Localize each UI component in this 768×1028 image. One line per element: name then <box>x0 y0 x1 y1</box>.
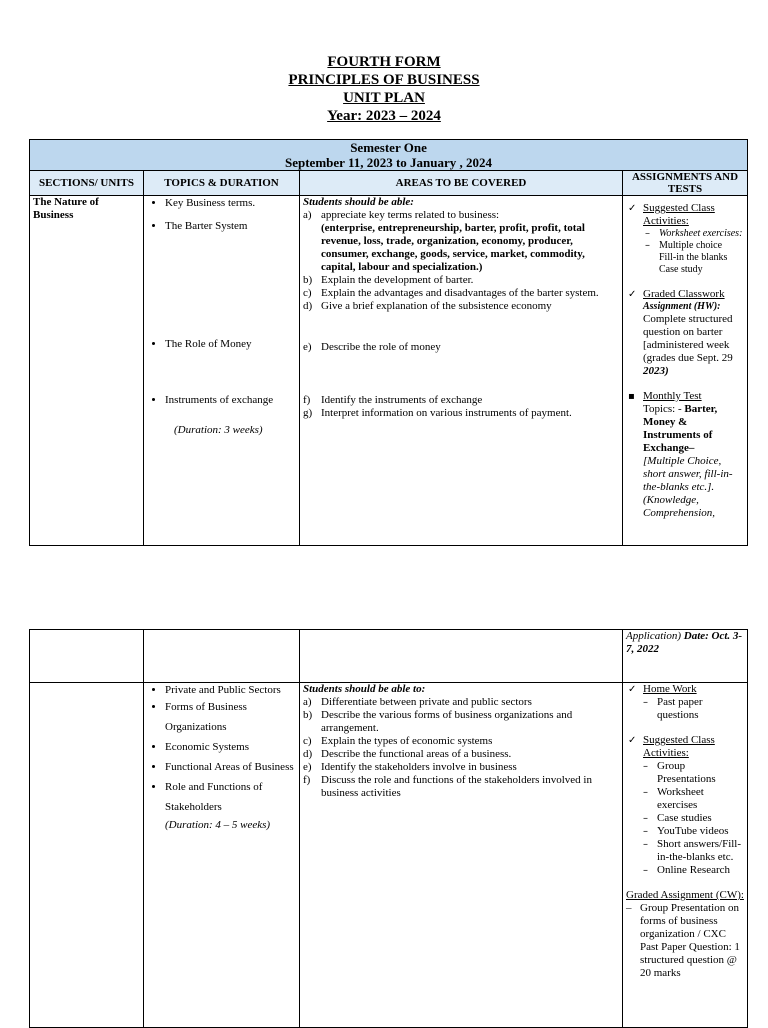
monthly-test: ▪ Monthly Test Topics: - Barter, Money & Instruments of Exchange– [Multiple Choice, short answer, fill-in-the-blanks etc.]. (Knowledge, Comprehension, <box>626 390 744 520</box>
objective-item: f) Discuss the role and functions of the stakeholders involved in business activities <box>303 774 592 799</box>
suggested-activities: ✓ Suggested Class Activities: – Group Presentations – Worksheet exercises – Case studies – YouTube videos – Short answers/Fill-in-the-blanks etc. – Online Research <box>626 734 744 877</box>
objective-item: g) Interpret information on various instruments of payment. <box>303 407 572 419</box>
objective-item: e) Describe the role of money <box>303 341 441 353</box>
topic-item: • The Role of Money <box>165 334 296 355</box>
section-cell <box>30 683 144 1028</box>
suggested-activities: ✓ Suggested Class Activities: – Worksheet exercises: – Multiple choice Fill-in the blanks Case study <box>626 202 744 276</box>
objective-item: b) Describe the various forms of business organizations and arrangement. <box>303 709 573 734</box>
areas-cell <box>300 683 623 1028</box>
graded-assignment: Graded Assignment (CW): – Group Presentation on forms of business organization / CXC Past Paper Question: 1 structured question @ 20 marks <box>626 889 744 980</box>
objective-item: c) Explain the advantages and disadvantages of the barter system. <box>303 287 599 299</box>
topic-item: • Key Business terms. <box>165 196 296 210</box>
graded-classwork: ✓ Graded Classwork Assignment (HW): Complete structured question on barter [administered week (grades due Sept. 29 2023) <box>626 288 744 378</box>
title-year: Year: 2023 – 2024 <box>327 108 441 124</box>
duration: (Duration: 4 – 5 weeks) <box>165 819 271 831</box>
areas-lead: Students should be able to: <box>303 683 426 695</box>
topic-item: • Economic Systems <box>165 737 296 757</box>
semester-header <box>30 140 748 171</box>
home-work: ✓ Home Work – Past paper questions <box>626 683 744 722</box>
activity-item: – YouTube videos <box>643 825 744 838</box>
semester-dates: September 11, 2023 to January , 2024 <box>285 155 493 170</box>
unit-plan-table-1 <box>29 139 748 546</box>
format-continued: Application) <box>626 630 681 642</box>
graded-item: – Group Presentation on forms of business organization / CXC Past Paper Question: 1 structured question @ 20 marks <box>626 902 744 980</box>
section-cell <box>30 196 144 546</box>
topic-item: • The Barter System <box>165 216 296 237</box>
semester-title: Semester One <box>350 140 427 155</box>
title-unit-plan: UNIT PLAN <box>343 90 425 106</box>
document-title <box>0 53 768 125</box>
section-name: The Nature of Business <box>33 196 99 221</box>
title-subject: PRINCIPLES OF BUSINESS <box>288 72 480 88</box>
topic-item: • Instruments of exchange <box>165 390 296 411</box>
objective-item: e) Identify the stakeholders involve in business <box>303 761 517 773</box>
activity-item: – Past paper questions <box>643 696 744 722</box>
topic-item: • Private and Public Sectors <box>165 683 296 697</box>
objective-item: f) Identify the instruments of exchange <box>303 394 483 406</box>
assignments-cell <box>623 683 748 1028</box>
objective-item: b) Explain the development of barter. <box>303 274 474 286</box>
test-date: Oct. 3-7, 2022 <box>626 630 743 655</box>
areas-cell <box>300 630 623 683</box>
duration: (Duration: 3 weeks) <box>174 424 263 436</box>
objective-item: d) Describe the functional areas of a business. <box>303 748 512 760</box>
activity-item: Fill-in the blanks <box>659 252 728 263</box>
topic-item: • Forms of Business Organizations <box>165 697 296 737</box>
activity-item: – Online Research <box>643 864 744 877</box>
objective-item: a) Differentiate between private and public sectors <box>303 696 532 708</box>
activity-item: – Worksheet exercises: <box>645 228 744 240</box>
areas-cell <box>300 196 623 546</box>
topics-cell <box>144 683 300 1028</box>
unit-plan-table-2 <box>29 629 748 1028</box>
topics-cell <box>144 630 300 683</box>
objective-item: d) Give a brief explanation of the subsistence economy <box>303 300 552 312</box>
col-areas: AREAS TO BE COVERED <box>300 171 623 196</box>
topics-cell <box>144 196 300 546</box>
col-topics: TOPICS & DURATION <box>144 171 300 196</box>
topic-item: • Functional Areas of Business <box>165 757 296 777</box>
areas-lead: Students should be able: <box>303 196 414 208</box>
title-form: FOURTH FORM <box>327 54 441 70</box>
objective-item: a) appreciate key terms related to business: <box>303 209 500 221</box>
assignments-cell <box>623 630 748 683</box>
date-label: Date: <box>683 630 709 642</box>
key-terms: (enterprise, entrepreneurship, barter, profit, profit, total revenue, loss, trade, organization, economy, producer, consumer, exchange, goods, service, market, commodity, capital, labour and specialization.) <box>321 222 585 273</box>
section-cell <box>30 630 144 683</box>
activity-item: – Short answers/Fill-in-the-blanks etc. <box>643 838 744 864</box>
activity-item: – Worksheet exercises <box>643 786 744 812</box>
objective-item: c) Explain the types of economic systems <box>303 735 493 747</box>
activity-item: – Multiple choice <box>645 240 744 252</box>
topic-item: • Role and Functions of Stakeholders <box>165 777 296 817</box>
col-assignments: ASSIGNMENTS AND TESTS <box>623 171 748 196</box>
assignments-cell <box>623 196 748 546</box>
activity-item: – Case studies <box>643 812 744 825</box>
activity-item: Case study <box>659 264 703 275</box>
activity-item: – Group Presentations <box>643 760 744 786</box>
col-sections: SECTIONS/ UNITS <box>30 171 144 196</box>
